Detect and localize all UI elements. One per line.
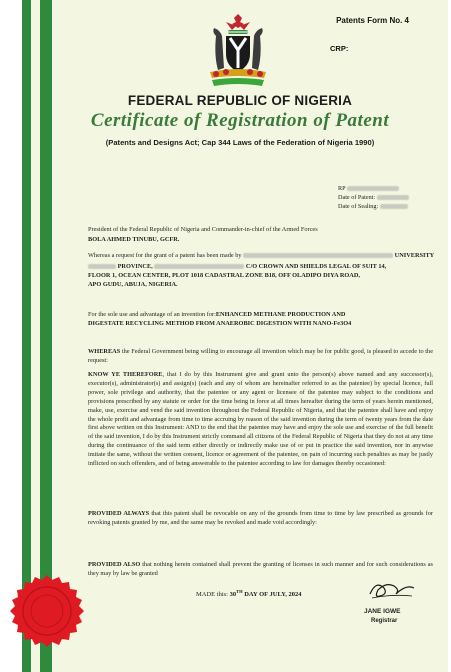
made-date <box>196 589 302 598</box>
address-fragment-1: UNIVERSITY <box>394 252 435 259</box>
invention-prefix: For the sole use and advantage of an invention for: <box>88 311 216 318</box>
signature-icon <box>366 576 418 602</box>
date-of-patent-line <box>338 194 409 201</box>
act-reference: (Patents and Designs Act; Cap 344 Laws of the Federation of Nigeria 1990) <box>105 138 375 147</box>
whereas-text: the Federal Government being willing to encourage all invention which may be for public good, is pleased to accede to the request: <box>88 348 433 364</box>
date-of-patent-label: Date of Patent: <box>338 194 376 201</box>
made-day-suffix: TH <box>236 589 243 594</box>
provided-always-paragraph <box>88 510 433 528</box>
left-margin <box>0 0 22 672</box>
address-fragment-2: PROVINCE, <box>117 263 153 270</box>
rp-line <box>338 185 399 192</box>
redacted-date-of-sealing <box>380 204 408 209</box>
redacted-address-a <box>88 264 116 269</box>
president-line: President of the Federal Republic of Nigeria and Commander-in-chief of the Armed Forces <box>88 226 318 233</box>
red-seal-icon <box>6 573 88 655</box>
know-ye-label: KNOW YE THEREFORE <box>88 371 163 378</box>
crp-label: CRP: <box>330 44 349 53</box>
certificate-title: Certificate of Registration of Patent <box>90 110 390 131</box>
date-of-sealing-label: Date of Sealing: <box>338 203 379 210</box>
address-line-1 <box>88 263 433 272</box>
coat-of-arms-icon <box>196 8 280 92</box>
request-prefix: Whereas a request for the grant of a patent has been made by <box>88 252 242 259</box>
provided-also-label: PROVIDED ALSO <box>88 561 141 568</box>
redacted-applicant <box>243 253 393 258</box>
registrar-name: JANE IGWE <box>364 608 401 615</box>
know-ye-text: , that I do by this Instrument give and grant unto the person(s) above named and any successor(s), executor(s), administrator(s) and assign(s) (each and any of whom are hereinafter referred to as the patentee) by special licence, full power, sole privilege and authority, that the patentee or any agent or licensee of the patentee may subject to the conditions and provisions prescribed by any statute or order for the time being in force at all times hereafter during the term of years herein mentioned, make, use, exercise and vend the said invention throughout the Federal Republic of Nigeria, and that the patentee shall have and enjoy the whole profit and advantage from time to time accruing by reason of the said invention during the term of twenty years from the date first above written on this Instrument: AND to the end that the patentee may have and enjoy the sole use and exercise of the full benefit of the said invention, I do by this Instrument strictly command all citizens of the Federal Republic of Nigeria that they do not at any time during the continuance of the said term either directly or indirectly make use of or put in practice the said invention, nor in anywise imitate the same, without the written consent, licence or agreement of the patentee, on pain of incurring such penalties as may be justly inflicted on such offenders, and of being answerable to the patentee according to law for damages thereby occasioned: <box>88 371 433 468</box>
registrar-title: Registrar <box>371 618 398 624</box>
president-name: BOLA AHMED TINUBU, GCFR. <box>88 236 180 243</box>
request-line <box>88 252 433 261</box>
made-prefix: MADE this: <box>196 591 230 599</box>
green-stripe-thin <box>22 0 31 672</box>
address-line-3: APO GUDU, ABUJA, NIGERIA. <box>88 281 178 288</box>
invention-title-1: ENHANCED METHANE PRODUCTION AND <box>215 311 346 318</box>
address-line-2: FLOOR 1, OCEAN CENTER, PLOT 1018 CADASTRAL ZONE B18, OFF OLADIPO DIYA ROAD, <box>88 272 360 279</box>
made-day: 30 <box>229 591 237 599</box>
provided-always-text: that this patent shall be revocable on any of the grounds from time to time by law prescribed as grounds for revoking patents granted by me, and the same may be revoked and made void accordingly: <box>88 510 433 526</box>
whereas-label: WHEREAS <box>88 348 121 355</box>
country-heading: FEDERAL REPUBLIC OF NIGERIA <box>127 93 353 108</box>
redacted-date-of-patent <box>377 195 409 200</box>
address-co: C/O CROWN AND SHIELDS LEGAL OF SUIT 14, <box>245 263 387 270</box>
redacted-address-b <box>154 264 244 269</box>
provided-also-text: that nothing herein contained shall prevent the granting of licenses in such manner and for such considerations as they may by law be granted <box>88 561 433 577</box>
green-stripe-wide <box>40 0 52 672</box>
whereas-paragraph <box>88 348 433 366</box>
invention-block <box>88 311 433 329</box>
rp-label: RP <box>338 185 346 192</box>
know-ye-paragraph <box>88 371 433 469</box>
made-rest: DAY OF JULY, 2024 <box>242 591 302 599</box>
date-of-sealing-line <box>338 203 408 210</box>
invention-title-2: DIGESTATE RECYCLING METHOD FROM ANAEROBIC DIGESTION WITH NANO-Fe3O4 <box>88 319 352 327</box>
form-number: Patents Form No. 4 <box>336 16 409 25</box>
redacted-rp <box>347 186 399 191</box>
provided-always-label: PROVIDED ALWAYS <box>88 510 150 517</box>
